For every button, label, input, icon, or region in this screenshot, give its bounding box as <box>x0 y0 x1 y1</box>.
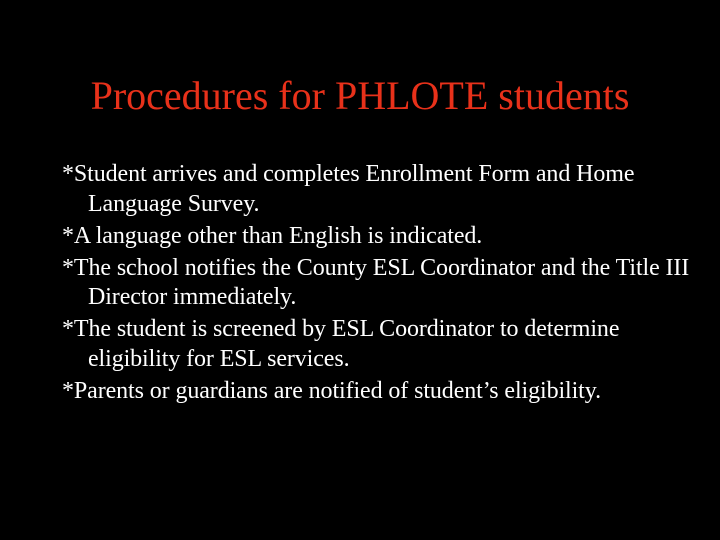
bullet-item: *A language other than English is indicated. <box>62 222 483 249</box>
bullet-item: *Student arrives and completes Enrollment Form and Home Language Survey. <box>62 161 635 217</box>
slide-title: Procedures for PHLOTE students <box>90 73 630 118</box>
bullet-item: *Parents or guardians are notified of student’s eligibility. <box>62 377 601 404</box>
bullet-list <box>62 160 702 409</box>
bullet-item: *The student is screened by ESL Coordinator to determine eligibility for ESL services. <box>62 316 620 372</box>
bullet-item: *The school notifies the County ESL Coordinator and the Title III Director immediately. <box>62 254 690 310</box>
